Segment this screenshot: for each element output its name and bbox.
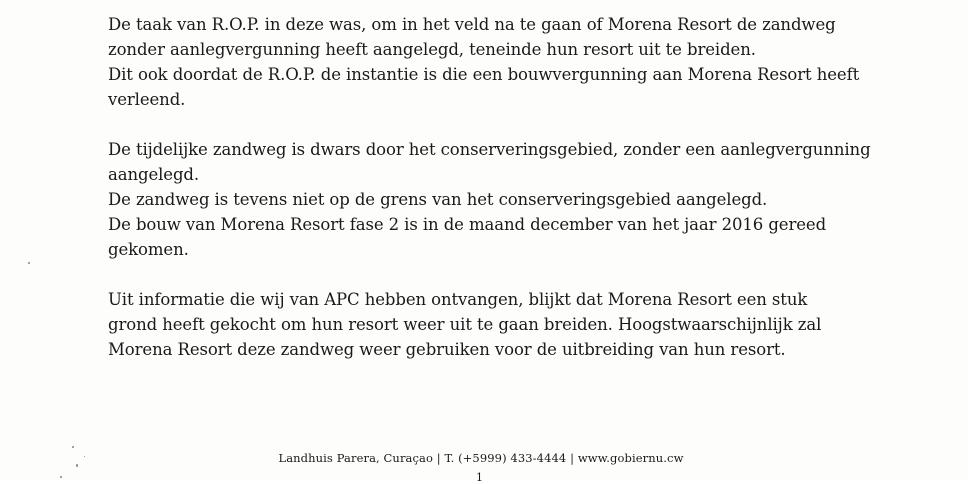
text-line: aangelegd. <box>108 165 200 184</box>
text-line: Dit ook doordat de R.O.P. de instantie is die een bouwvergunning aan Morena Resort heeft <box>108 65 860 84</box>
scan-speck <box>28 262 30 264</box>
text-line: De zandweg is tevens niet op de grens van het conserveringsgebied aangelegd. <box>108 190 768 209</box>
text-line: gekomen. <box>108 240 189 259</box>
paragraph-sand-road <box>108 137 871 262</box>
text-line: Uit informatie die wij van APC hebben ontvangen, blijkt dat Morena Resort een stuk <box>108 290 808 309</box>
page-number: 1 <box>476 471 483 484</box>
text-line: De taak van R.O.P. in deze was, om in het veld na te gaan of Morena Resort de zandweg <box>108 15 836 34</box>
text-line: zonder aanlegvergunning heeft aangelegd, teneinde hun resort uit te breiden. <box>108 40 756 59</box>
scan-speck <box>76 464 78 467</box>
text-line: grond heeft gekocht om hun resort weer uit te gaan breiden. Hoogstwaarschijnlijk zal <box>108 315 822 334</box>
document-body <box>108 12 871 387</box>
scan-speck <box>84 456 85 457</box>
scan-speck <box>72 446 74 448</box>
text-line: Morena Resort deze zandweg weer gebruiken voor de uitbreiding van hun resort. <box>108 340 786 359</box>
page-footer <box>0 451 968 465</box>
footer-contact-line: Landhuis Parera, Curaçao | T. (+5999) 433-4444 | www.gobiernu.cw <box>278 451 684 465</box>
text-line: De bouw van Morena Resort fase 2 is in de maand december van het jaar 2016 gereed <box>108 215 827 234</box>
paragraph-apc-information <box>108 287 868 362</box>
paragraph-rop-task <box>108 12 868 112</box>
scan-speck <box>60 476 62 478</box>
text-line: verleend. <box>108 90 186 109</box>
text-line: De tijdelijke zandweg is dwars door het conserveringsgebied, zonder een aanlegvergunning <box>108 140 871 159</box>
